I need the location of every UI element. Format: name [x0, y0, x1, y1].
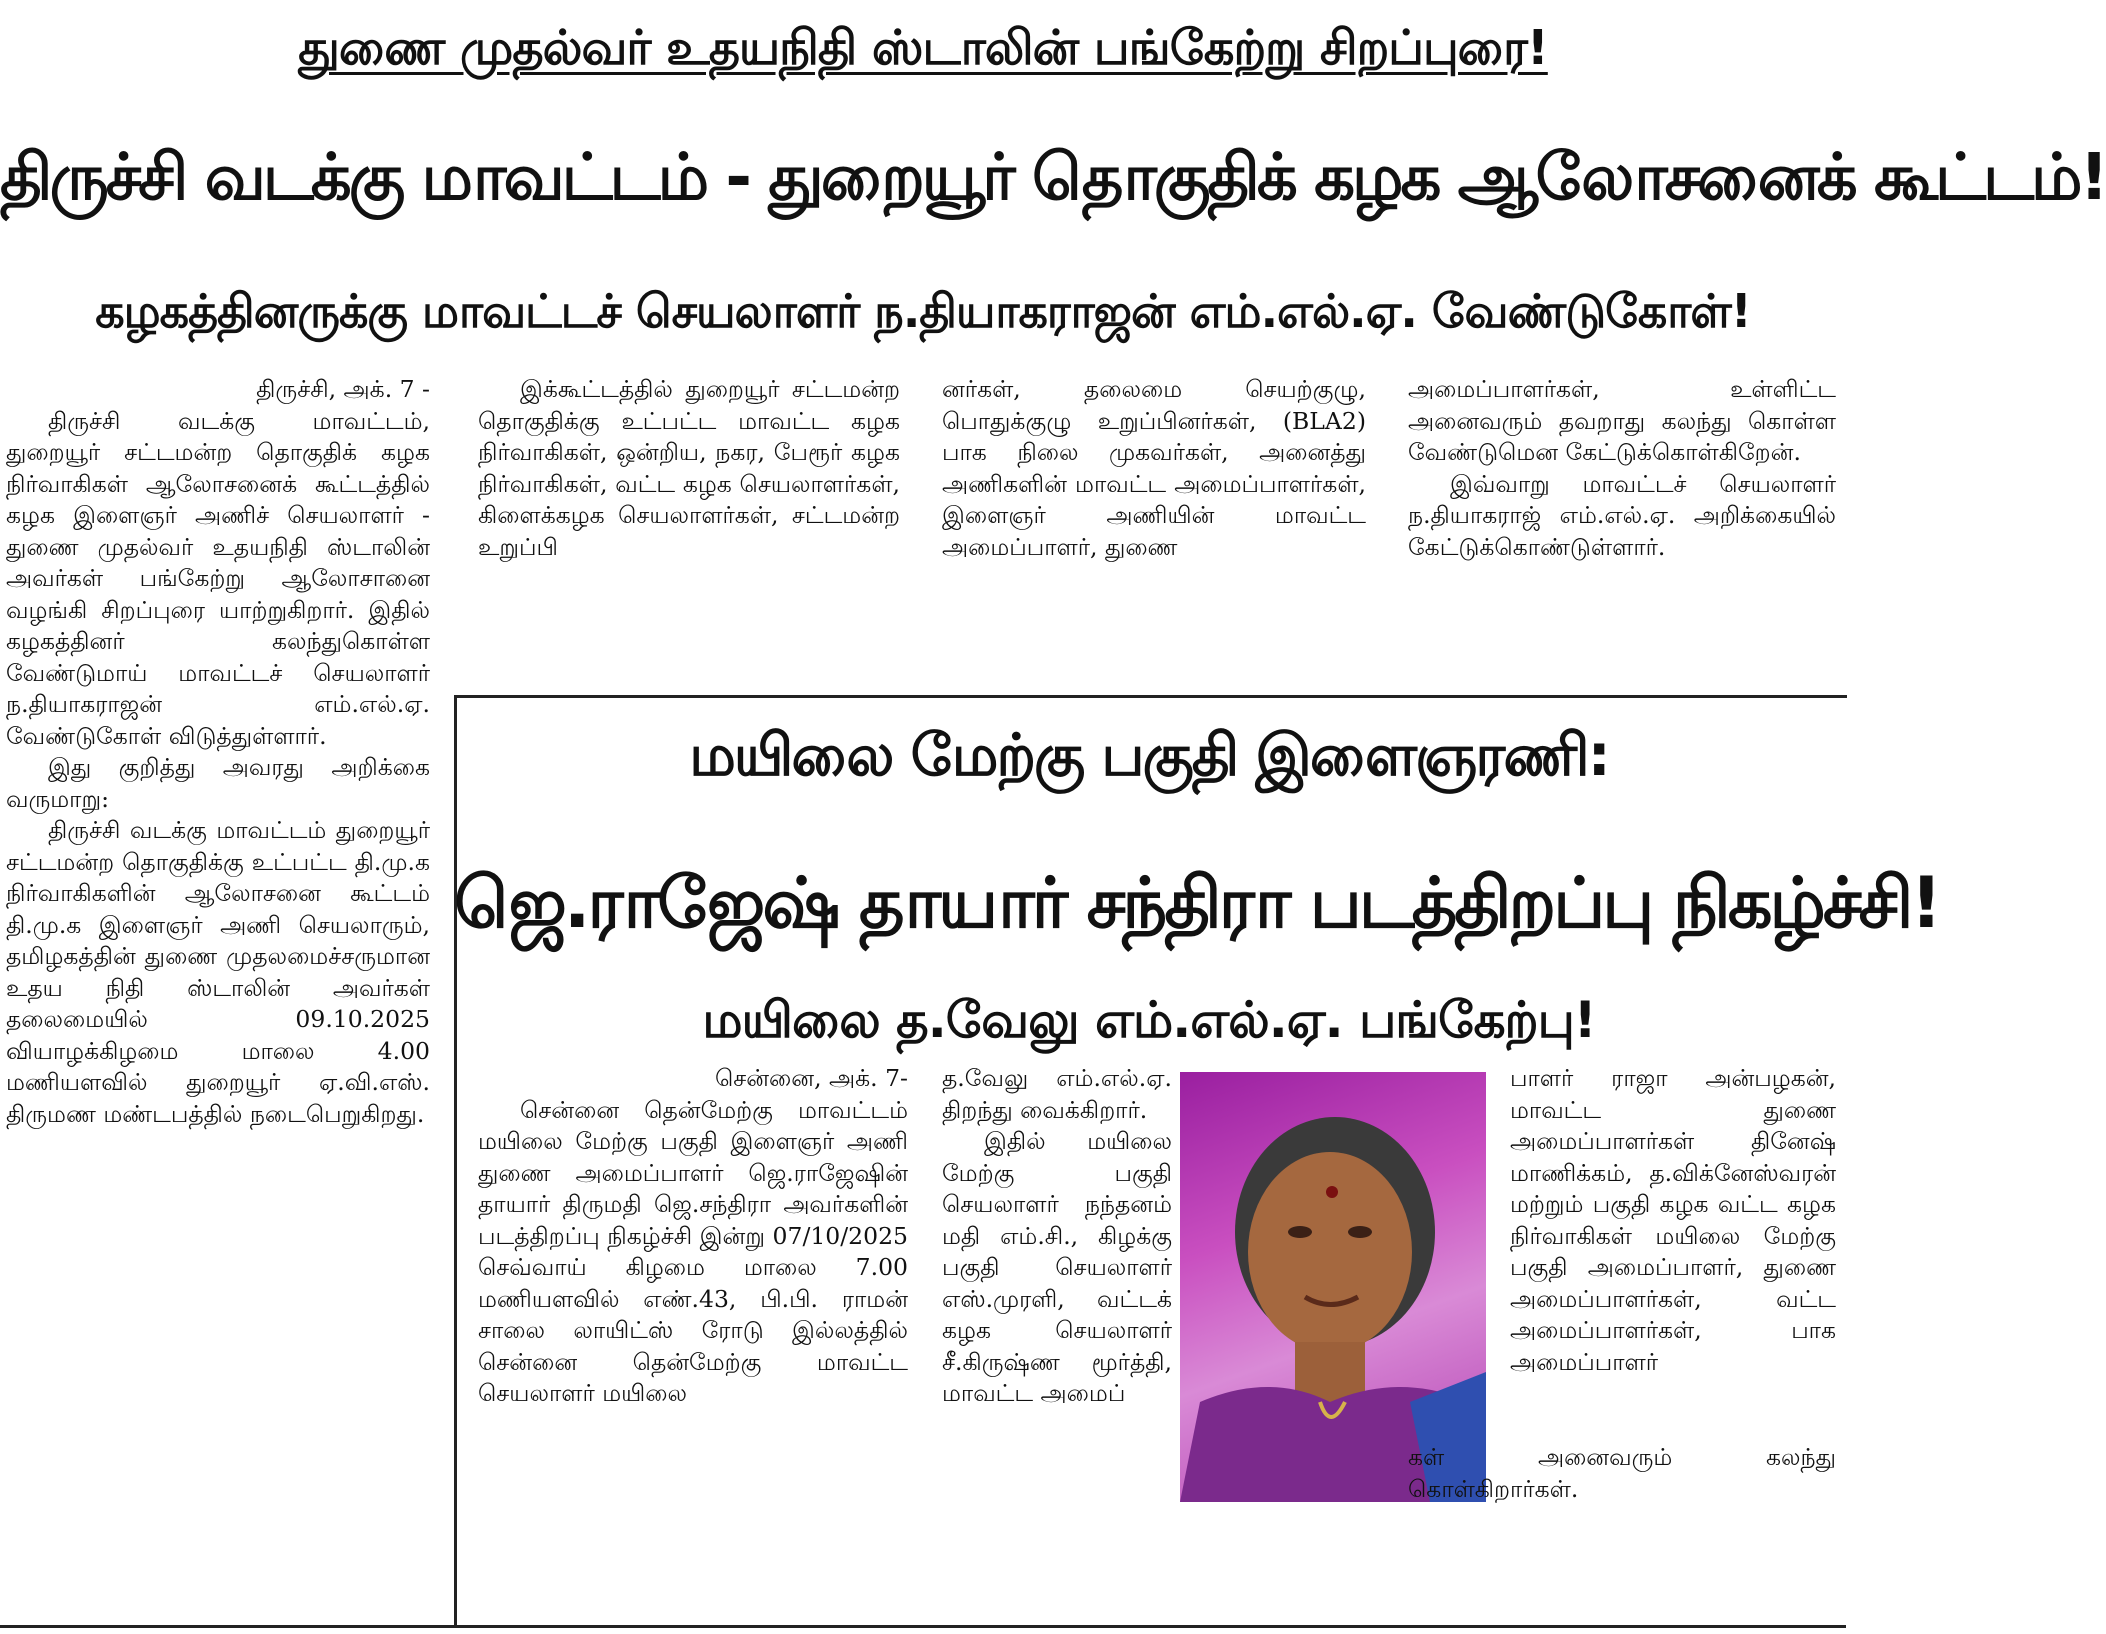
- main-headline: திருச்சி வடக்கு மாவட்டம் - துறையூர் தொகுதிக் கழக ஆலோசனைக் கூட்டம்!: [0, 141, 2106, 215]
- article1-column-3: [942, 374, 1366, 563]
- article1-column-2: [478, 374, 900, 563]
- article1-paragraph: இக்கூட்டத்தில் துறையூர் சட்டமன்ற தொகுதிக்கு உட்பட்ட மாவட்ட கழக நிர்வாகிகள், ஒன்றிய, நகர, பேரூர் கழக நிர்வாகிகள், வட்ட கழக செயலாளர்கள், கிளைக்கழக செயலாளர்கள், சட்டமன்ற உறுப்பி: [478, 375, 900, 561]
- article1-paragraph: னர்கள், தலைமை செயற்குழு, பொதுக்குழு உறுப்பினர்கள், (BLA2) பாக நிலை முகவர்கள், அனைத்து அணிகளின் மாவட்ட அமைப்பாளர்கள், இளைஞர் அணியின் மாவட்ட அமைப்பாளர், துணை: [942, 375, 1366, 561]
- article2-kicker: மயிலை மேற்கு பகுதி இளைஞரணி:: [689, 721, 1609, 789]
- article2-paragraph: கள் அனைவரும் கலந்து கொள்கிறார்கள்.: [1408, 1443, 1836, 1503]
- article2-column-1: [478, 1063, 908, 1410]
- article1-paragraph: திருச்சி வடக்கு மாவட்டம், துறையூர் சட்டமன்ற தொகுதிக் கழக நிர்வாகிகள் ஆலோசனைக் கூட்டத்தில் கழக இளைஞர் அணிச் செயலாளர் - துணை முதல்வர் உதயநிதி ஸ்டாலின் அவர்கள் பங்கேற்று ஆலோசானை வழங்கி சிறப்புரை யாற்றுகிறார். இதில் கழகத்தினர் கலந்துகொள்ள வேண்டுமாய் மாவட்டச் செயலாளர் ந.தியாகராஜன் எம்.எல்.ஏ. வேண்டுகோள் விடுத்துள்ளார்.: [6, 406, 430, 750]
- article1-paragraph: இவ்வாறு மாவட்டச் செயலாளர் ந.தியாகராஜ் எம்.எல்.ஏ. அறிக்கையில் கேட்டுக்கொண்டுள்ளார்.: [1408, 469, 1836, 561]
- portrait-photo: [1180, 1072, 1486, 1502]
- article1-paragraph: திருச்சி வடக்கு மாவட்டம் துறையூர் சட்டமன்ற தொகுதிக்கு உட்பட்ட தி.மு.க நிர்வாகிகளின் ஆலோசனை கூட்டம் தி.மு.க இளைஞர் அணி செயலாரும், தமிழகத்தின் துணை முதலமைச்சருமான உதய நிதி ஸ்டாலின் அவர்கள் தலைமையில் 09.10.2025 வியாழக்கிழமை மாலை 4.00 மணியளவில் துறையூர் ஏ.வி.எஸ். திருமண மண்டபத்தில் நடைபெறுகிறது.: [6, 816, 430, 1128]
- article2-paragraph: பாளர் ராஜா அன்பழகன், மாவட்ட துணை அமைப்பாளர்கள் தினேஷ் மாணிக்கம், த.விக்னேஸ்வரன் மற்றும் பகுதி கழக வட்ட கழக நிர்வாகிகள் மயிலை மேற்கு பகுதி அமைப்பாளர், துணை அமைப்பாளர்கள், வட்ட அமைப்பாளர்கள், பாக அமைப்பாளர்: [1510, 1064, 1836, 1376]
- sub-headline: கழகத்தினருக்கு மாவட்டச் செயலாளர் ந.தியாகராஜன் எம்.எல்.ஏ. வேண்டுகோள்!: [95, 284, 1751, 338]
- article2-subheadline: மயிலை த.வேலு எம்.எல்.ஏ. பங்கேற்பு!: [702, 991, 1596, 1049]
- article2-column-4: [1408, 1442, 1836, 1505]
- article2-headline: ஜெ.ராஜேஷ் தாயார் சந்திரா படத்திறப்பு நிகழ்ச்சி!: [454, 862, 1940, 944]
- article1-paragraph: அமைப்பாளர்கள், உள்ளிட்ட அனைவரும் தவறாது கலந்து கொள்ள வேண்டுமென கேட்டுக்கொள்கிறேன்.: [1408, 375, 1836, 466]
- article1-dateline: திருச்சி, அக். 7 -: [256, 375, 430, 403]
- article2-column-3: [1510, 1063, 1836, 1378]
- article2-paragraph: த.வேலு எம்.எல்.ஏ. திறந்து வைக்கிறார்.: [942, 1064, 1172, 1124]
- article2-dateline: சென்னை, அக். 7-: [714, 1064, 908, 1092]
- article1-paragraph: இது குறித்து அவரது அறிக்கை வருமாறு:: [6, 753, 430, 813]
- article1-column-4: [1408, 374, 1836, 563]
- bottom-rule: [0, 1625, 1846, 1628]
- portrait-illustration: [1180, 1072, 1486, 1502]
- top-headline: துணை முதல்வர் உதயநிதி ஸ்டாலின் பங்கேற்று சிறப்புரை!: [298, 20, 1548, 76]
- article2-paragraph: சென்னை தென்மேற்கு மாவட்டம் மயிலை மேற்கு பகுதி இளைஞர் அணி துணை அமைப்பாளர் ஜெ.ராஜேஷின் தாயார் திருமதி ஜெ.சந்திரா அவர்களின் படத்திறப்பு நிகழ்ச்சி இன்று 07/10/2025 செவ்வாய் கிழமை மாலை 7.00 மணியளவில் எண்.43, பி.பி. ராமன் சாலை லாயிட்ஸ் ரோடு இல்லத்தில் சென்னை தென்மேற்கு மாவட்ட செயலாளர் மயிலை: [478, 1095, 908, 1407]
- article2-paragraph: இதில் மயிலை மேற்கு பகுதி செயலாளர் நந்தனம் மதி எம்.சி., கிழக்கு பகுதி செயலாளர் எஸ்.முரளி, வட்டக் கழக செயலாளர் சீ.கிருஷ்ண மூர்த்தி, மாவட்ட அமைப்: [942, 1127, 1172, 1407]
- article2-column-2: [942, 1063, 1172, 1410]
- article1-column-1: [6, 374, 430, 1130]
